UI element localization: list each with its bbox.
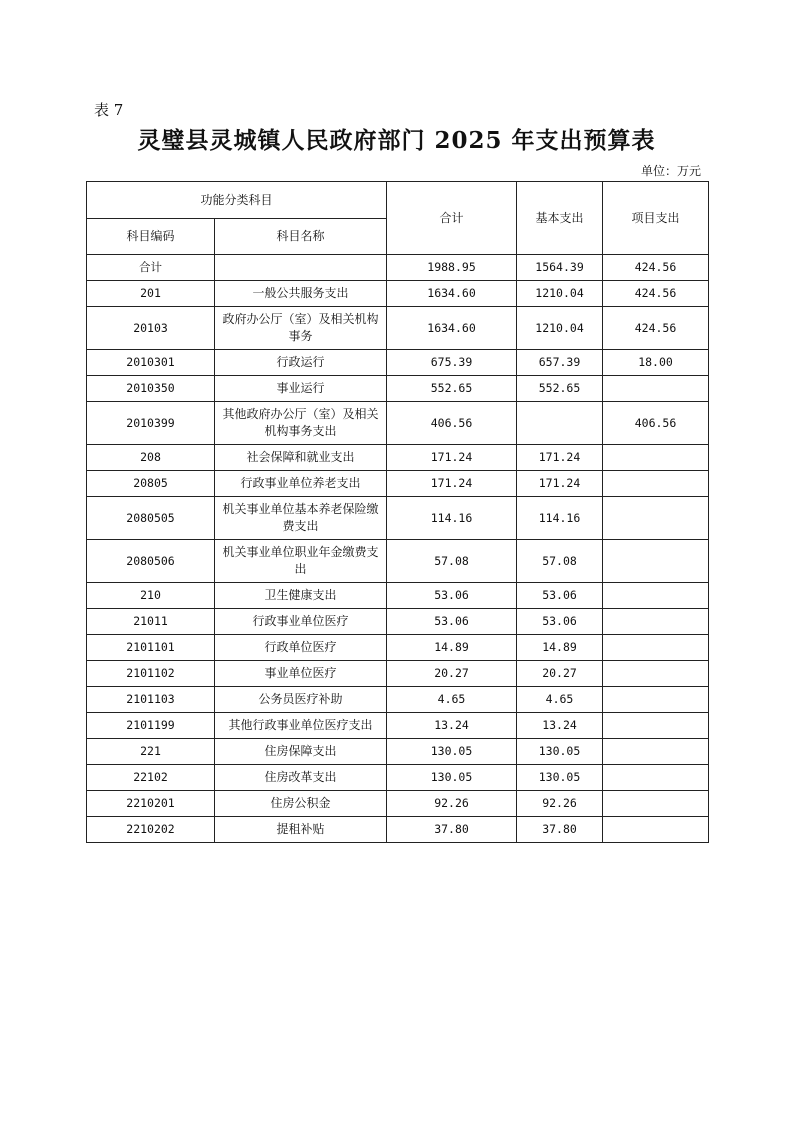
cell-code: 20103: [87, 307, 215, 350]
cell-code: 201: [87, 281, 215, 307]
cell-code: 2210202: [87, 817, 215, 843]
cell-total: 14.89: [387, 635, 517, 661]
cell-total: 4.65: [387, 687, 517, 713]
cell-basic: 14.89: [517, 635, 603, 661]
cell-name: 住房公积金: [215, 791, 387, 817]
table-number-label: 表 7: [94, 101, 124, 119]
unit-label: 单位：万元: [640, 164, 701, 178]
cell-name: 公务员医疗补助: [215, 687, 387, 713]
cell-code: 20805: [87, 471, 215, 497]
cell-name: 其他政府办公厅（室）及相关机构事务支出: [215, 402, 387, 445]
cell-code: 2010350: [87, 376, 215, 402]
cell-code: 2101103: [87, 687, 215, 713]
cell-basic: 92.26: [517, 791, 603, 817]
cell-name: 卫生健康支出: [215, 583, 387, 609]
cell-total: 1988.95: [387, 255, 517, 281]
cell-project: 406.56: [603, 402, 709, 445]
cell-total: 114.16: [387, 497, 517, 540]
header-name: 科目名称: [215, 219, 387, 255]
cell-project: 18.00: [603, 350, 709, 376]
table-row: [87, 635, 709, 661]
cell-basic: 130.05: [517, 739, 603, 765]
cell-code: 2080505: [87, 497, 215, 540]
table-row: [87, 402, 709, 445]
cell-total: 92.26: [387, 791, 517, 817]
cell-total: 171.24: [387, 471, 517, 497]
cell-project: [603, 376, 709, 402]
table-row: [87, 687, 709, 713]
cell-basic: 4.65: [517, 687, 603, 713]
cell-basic: 171.24: [517, 471, 603, 497]
cell-basic: 657.39: [517, 350, 603, 376]
cell-basic: 20.27: [517, 661, 603, 687]
cell-project: [603, 765, 709, 791]
cell-total: 53.06: [387, 583, 517, 609]
cell-name: 社会保障和就业支出: [215, 445, 387, 471]
cell-code: 2210201: [87, 791, 215, 817]
cell-project: [603, 609, 709, 635]
cell-basic: 53.06: [517, 609, 603, 635]
cell-name: 提租补贴: [215, 817, 387, 843]
cell-total: 1634.60: [387, 281, 517, 307]
header-project: 项目支出: [603, 182, 709, 255]
cell-project: [603, 687, 709, 713]
cell-project: [603, 739, 709, 765]
cell-code: 210: [87, 583, 215, 609]
cell-code: 22102: [87, 765, 215, 791]
cell-basic: 57.08: [517, 540, 603, 583]
cell-name: 事业运行: [215, 376, 387, 402]
cell-basic: 114.16: [517, 497, 603, 540]
cell-total: 1634.60: [387, 307, 517, 350]
table-row: [87, 765, 709, 791]
table-row: [87, 471, 709, 497]
cell-project: [603, 791, 709, 817]
cell-name: 住房改革支出: [215, 765, 387, 791]
cell-project: [603, 445, 709, 471]
cell-total: 13.24: [387, 713, 517, 739]
cell-basic: 1564.39: [517, 255, 603, 281]
header-function-category: 功能分类科目: [87, 182, 387, 219]
table-row: [87, 540, 709, 583]
cell-total: 53.06: [387, 609, 517, 635]
cell-total: 130.05: [387, 765, 517, 791]
table-row: [87, 609, 709, 635]
cell-project: [603, 661, 709, 687]
budget-table: [86, 181, 709, 843]
cell-total: 57.08: [387, 540, 517, 583]
table-row: [87, 497, 709, 540]
cell-code: 2101101: [87, 635, 215, 661]
cell-total: 20.27: [387, 661, 517, 687]
cell-code: 合计: [87, 255, 215, 281]
header-total: 合计: [387, 182, 517, 255]
cell-code: 2101102: [87, 661, 215, 687]
cell-project: [603, 471, 709, 497]
table-row: [87, 445, 709, 471]
page-title: 灵璧县灵城镇人民政府部门 2025 年支出预算表: [137, 127, 656, 154]
table-row: [87, 661, 709, 687]
cell-project: [603, 583, 709, 609]
cell-code: 2101199: [87, 713, 215, 739]
cell-basic: 1210.04: [517, 307, 603, 350]
cell-name: 一般公共服务支出: [215, 281, 387, 307]
table-row: [87, 255, 709, 281]
table-row: [87, 350, 709, 376]
cell-name: 机关事业单位基本养老保险缴费支出: [215, 497, 387, 540]
header-code: 科目编码: [87, 219, 215, 255]
cell-total: 37.80: [387, 817, 517, 843]
cell-project: 424.56: [603, 281, 709, 307]
cell-name: 机关事业单位职业年金缴费支出: [215, 540, 387, 583]
cell-code: 2010301: [87, 350, 215, 376]
cell-code: 221: [87, 739, 215, 765]
cell-name: 其他行政事业单位医疗支出: [215, 713, 387, 739]
cell-basic: 552.65: [517, 376, 603, 402]
cell-name: 行政单位医疗: [215, 635, 387, 661]
cell-project: 424.56: [603, 307, 709, 350]
cell-basic: 37.80: [517, 817, 603, 843]
header-basic: 基本支出: [517, 182, 603, 255]
cell-basic: 171.24: [517, 445, 603, 471]
table-row: [87, 713, 709, 739]
cell-basic: 53.06: [517, 583, 603, 609]
cell-total: 171.24: [387, 445, 517, 471]
cell-code: 2080506: [87, 540, 215, 583]
cell-basic: 13.24: [517, 713, 603, 739]
table-row: [87, 376, 709, 402]
cell-code: 2010399: [87, 402, 215, 445]
cell-basic: 1210.04: [517, 281, 603, 307]
cell-code: 208: [87, 445, 215, 471]
cell-total: 130.05: [387, 739, 517, 765]
cell-project: [603, 817, 709, 843]
cell-name: 行政运行: [215, 350, 387, 376]
cell-name: 住房保障支出: [215, 739, 387, 765]
cell-project: [603, 635, 709, 661]
cell-basic: [517, 402, 603, 445]
cell-project: [603, 497, 709, 540]
cell-name: 事业单位医疗: [215, 661, 387, 687]
cell-name: [215, 255, 387, 281]
cell-project: [603, 713, 709, 739]
table-row: [87, 817, 709, 843]
cell-total: 406.56: [387, 402, 517, 445]
cell-name: 政府办公厅（室）及相关机构事务: [215, 307, 387, 350]
cell-project: [603, 540, 709, 583]
cell-code: 21011: [87, 609, 215, 635]
cell-name: 行政事业单位养老支出: [215, 471, 387, 497]
table-row: [87, 307, 709, 350]
cell-total: 552.65: [387, 376, 517, 402]
table-row: [87, 281, 709, 307]
cell-project: 424.56: [603, 255, 709, 281]
table-row: [87, 583, 709, 609]
table-row: [87, 791, 709, 817]
cell-name: 行政事业单位医疗: [215, 609, 387, 635]
cell-basic: 130.05: [517, 765, 603, 791]
cell-total: 675.39: [387, 350, 517, 376]
table-row: [87, 739, 709, 765]
